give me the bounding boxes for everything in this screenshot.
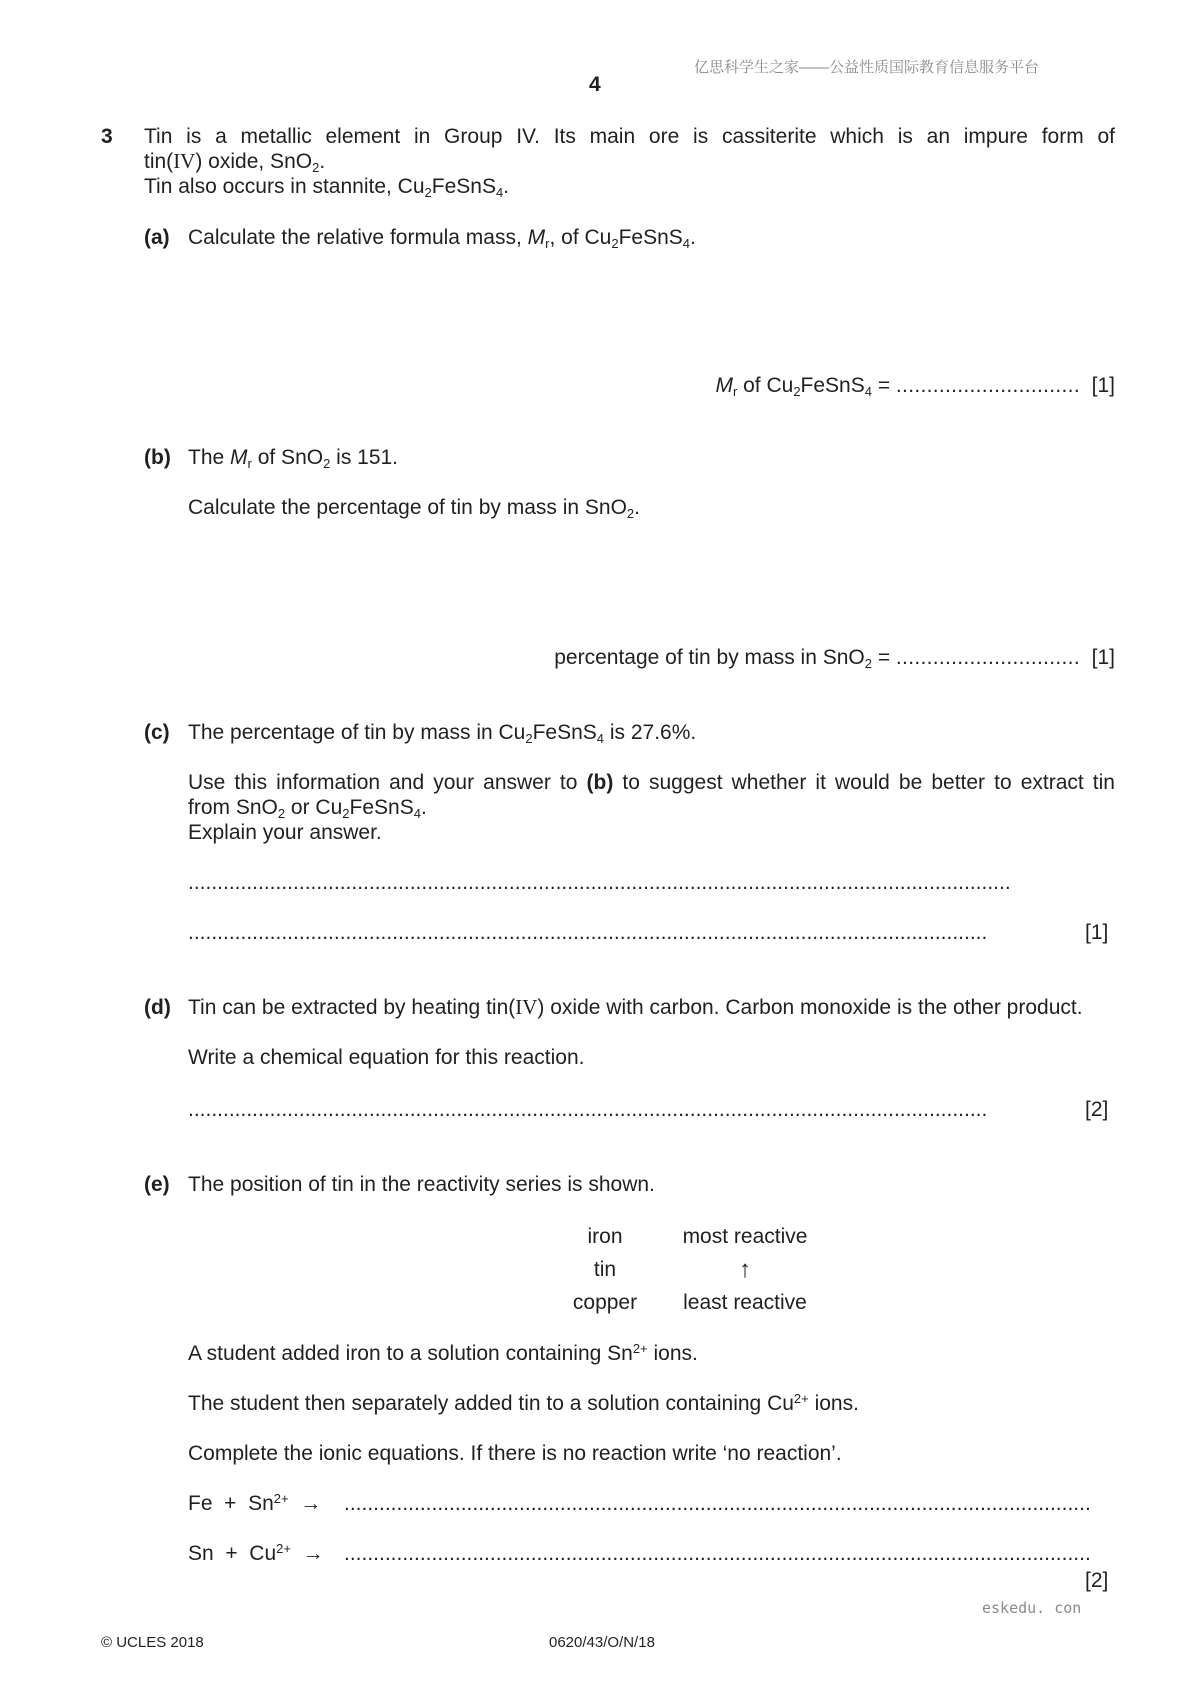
- question-number: 3: [101, 125, 113, 148]
- series-most-reactive-label: most reactive: [682, 1225, 808, 1248]
- part-d-label: (d): [144, 996, 171, 1019]
- part-d-line1: Tin can be extracted by heating tin(IV) oxide with carbon. Carbon monoxide is the other product.: [188, 995, 1083, 1019]
- page-number: 4: [589, 73, 601, 96]
- part-c-line4: Explain your answer.: [188, 821, 382, 844]
- equation-2-reactants: $Sn + Cu^{2+}$ →: [188, 1541, 324, 1565]
- part-c-answer-dots-2[interactable]: .........................................................................................................................................: [188, 921, 988, 944]
- series-metal-iron: iron: [587, 1225, 623, 1248]
- equation-1-answer-dots[interactable]: ................................................................................................................................: [344, 1492, 1091, 1515]
- part-e-line1: The position of tin in the reactivity series is shown.: [188, 1173, 655, 1196]
- part-a-marks: [1]: [1091, 374, 1115, 397]
- series-metal-tin: tin: [593, 1258, 617, 1281]
- part-e-marks: [2]: [1085, 1569, 1109, 1592]
- series-metal-copper: copper: [572, 1291, 638, 1314]
- part-a-label: (a): [144, 226, 170, 249]
- series-least-reactive-label: least reactive: [683, 1291, 807, 1314]
- equation-2-arrow-icon: →: [302, 1542, 324, 1565]
- part-b-answer-line[interactable]: percentage of tin by mass in SnO$_2$ = .............................. [1]: [554, 646, 1115, 671]
- part-c-marks: [1]: [1085, 921, 1109, 944]
- part-b-line1: The $M_r$ of SnO$_2$ is 151.: [188, 446, 399, 471]
- part-d-answer-dots[interactable]: .........................................................................................................................................: [188, 1098, 988, 1121]
- question-intro-line3: Tin also occurs in stannite, $Cu_2FeSnS_4$.: [144, 175, 510, 200]
- part-b-answer-dots[interactable]: ..............................: [895, 646, 1080, 669]
- part-c-line1: The percentage of tin by mass in $Cu_2FeSnS_4$ is 27.6%.: [188, 721, 697, 746]
- equation-2-answer-dots[interactable]: ................................................................................................................................: [344, 1542, 1091, 1565]
- footer-copyright: © UCLES 2018: [101, 1634, 204, 1651]
- part-a-question: Calculate the relative formula mass, $M_r$, of $Cu_2FeSnS_4$.: [188, 226, 696, 251]
- equation-1-reactants: $Fe + Sn^{2+}$ →: [188, 1491, 322, 1515]
- equation-1-arrow-icon: →: [300, 1492, 322, 1515]
- part-c-answer-dots-1[interactable]: .............................................................................................................................................: [188, 871, 1011, 894]
- series-up-arrow-icon: ↑: [739, 1256, 751, 1283]
- part-b-line2: Calculate the percentage of tin by mass in SnO$_2$.: [188, 496, 640, 521]
- part-e-label: (e): [144, 1173, 170, 1196]
- footer-paper-code: 0620/43/O/N/18: [549, 1634, 655, 1651]
- part-a-answer-dots[interactable]: ..............................: [895, 374, 1080, 397]
- part-c-line2: Use this information and your answer to (b) to suggest whether it would be better to extract tin: [188, 771, 1115, 794]
- part-a-answer-line[interactable]: $M_r$ of $Cu_2FeSnS_4$ = .............................. [1]: [715, 374, 1115, 399]
- part-b-label: (b): [144, 446, 171, 469]
- question-intro-line2: tin(IV) oxide, SnO$_2$.: [144, 149, 326, 175]
- part-e-line4: Complete the ionic equations. If there is no reaction write ‘no reaction’.: [188, 1442, 842, 1465]
- part-d-line2: Write a chemical equation for this reaction.: [188, 1046, 585, 1069]
- part-c-line3: from SnO$_2$ or $Cu_2FeSnS_4$.: [188, 796, 427, 821]
- part-d-marks: [2]: [1085, 1098, 1109, 1121]
- part-e-line3: The student then separately added tin to a solution containing $Cu^{2+}$ ions.: [188, 1391, 859, 1415]
- part-e-line2: A student added iron to a solution containing $Sn^{2+}$ ions.: [188, 1341, 698, 1365]
- part-b-marks: [1]: [1091, 646, 1115, 669]
- question-intro-line1: Tin is a metallic element in Group IV. Its main ore is cassiterite which is an impure form of: [144, 125, 1115, 148]
- header-watermark: 亿思科学生之家——公益性质国际教育信息服务平台: [694, 59, 1040, 76]
- eskedu-watermark: eskedu. con: [982, 1599, 1082, 1617]
- part-c-label: (c): [144, 721, 170, 744]
